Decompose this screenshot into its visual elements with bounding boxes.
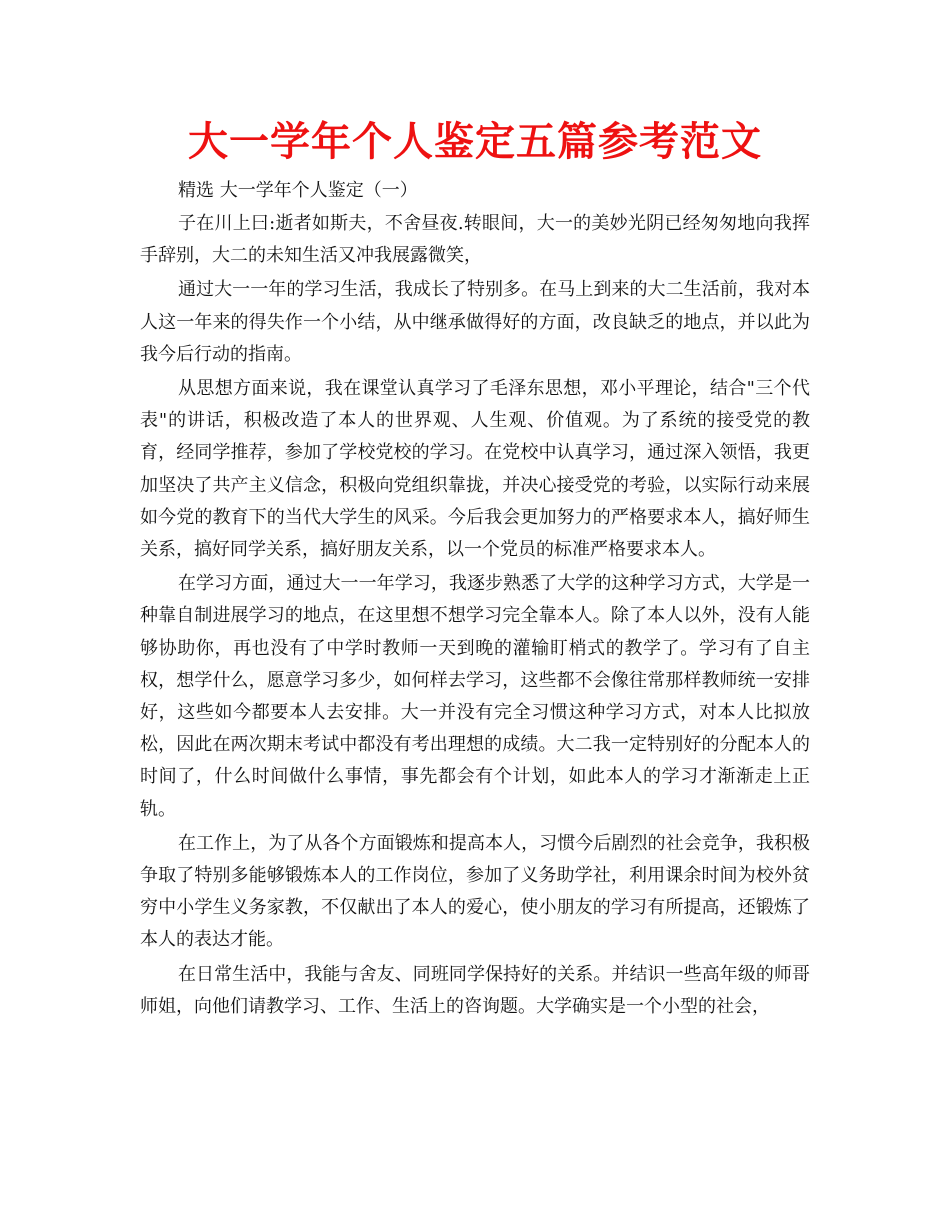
- paragraph-1: 子在川上曰:逝者如斯夫，不舍昼夜.转眼间，大一的美妙光阴已经匆匆地向我挥手辞别，大二的未知生活又冲我展露微笑，: [140, 213, 810, 267]
- document-title: 大一学年个人鉴定五篇参考范文: [188, 119, 762, 165]
- paragraph-2: 通过大一一年的学习生活，我成长了特别多。在马上到来的大二生活前，我对本人这一年来的得失作一个小结，从中继承做得好的方面，改良缺乏的地点，并以此为我今后行动的指南。: [140, 279, 810, 365]
- document-subtitle: 精选 大一学年个人鉴定（一）: [178, 180, 418, 201]
- paragraph-5: 在工作上，为了从各个方面锻炼和提高本人，习惯今后剧烈的社会竞争，我积极争取了特别多能够锻炼本人的工作岗位，参加了义务助学社，利用课余时间为校外贫穷中小学生义务家教，不仅献出了本人的爱心，使小朋友的学习有所提高，还锻炼了本人的表达才能。: [140, 832, 810, 951]
- paragraph-4: 在学习方面，通过大一一年学习，我逐步熟悉了大学的这种学习方式，大学是一种靠自制进展学习的地点，在这里想不想学习完全靠本人。除了本人以外，没有人能够协助你，再也没有了中学时教师一天到晚的灌输盯梢式的教学了。学习有了自主权，想学什么，愿意学习多少，如何样去学习，这些都不会像往常那样教师统一安排好，这些如今都要本人去安排。大一并没有完全习惯这种学习方式，对本人比拟放松，因此在两次期末考试中都没有考出理想的成绩。大二我一定特别好的分配本人的时间了，什么时间做什么事情，事先都会有个计划，如此本人的学习才渐渐走上正轨。: [140, 573, 810, 820]
- paragraph-3: 从思想方面来说，我在课堂认真学习了毛泽东思想，邓小平理论，结合"三个代表"的讲话，积极改造了本人的世界观、人生观、价值观。为了系统的接受党的教育，经同学推荐，参加了学校党校的学习。在党校中认真学习，通过深入领悟，我更加坚决了共产主义信念，积极向党组织靠拢，并决心接受党的考验，以实际行动来展如今党的教育下的当代大学生的风采。今后我会更加努力的严格要求本人，搞好师生关系，搞好同学关系，搞好朋友关系，以一个党员的标准严格要求本人。: [140, 378, 810, 561]
- paragraph-6: 在日常生活中，我能与舍友、同班同学保持好的关系。并结识一些高年级的师哥师姐，向他们请教学习、工作、生活上的咨询题。大学确实是一个小型的社会，: [140, 963, 810, 1017]
- document-page: [140, 118, 810, 1023]
